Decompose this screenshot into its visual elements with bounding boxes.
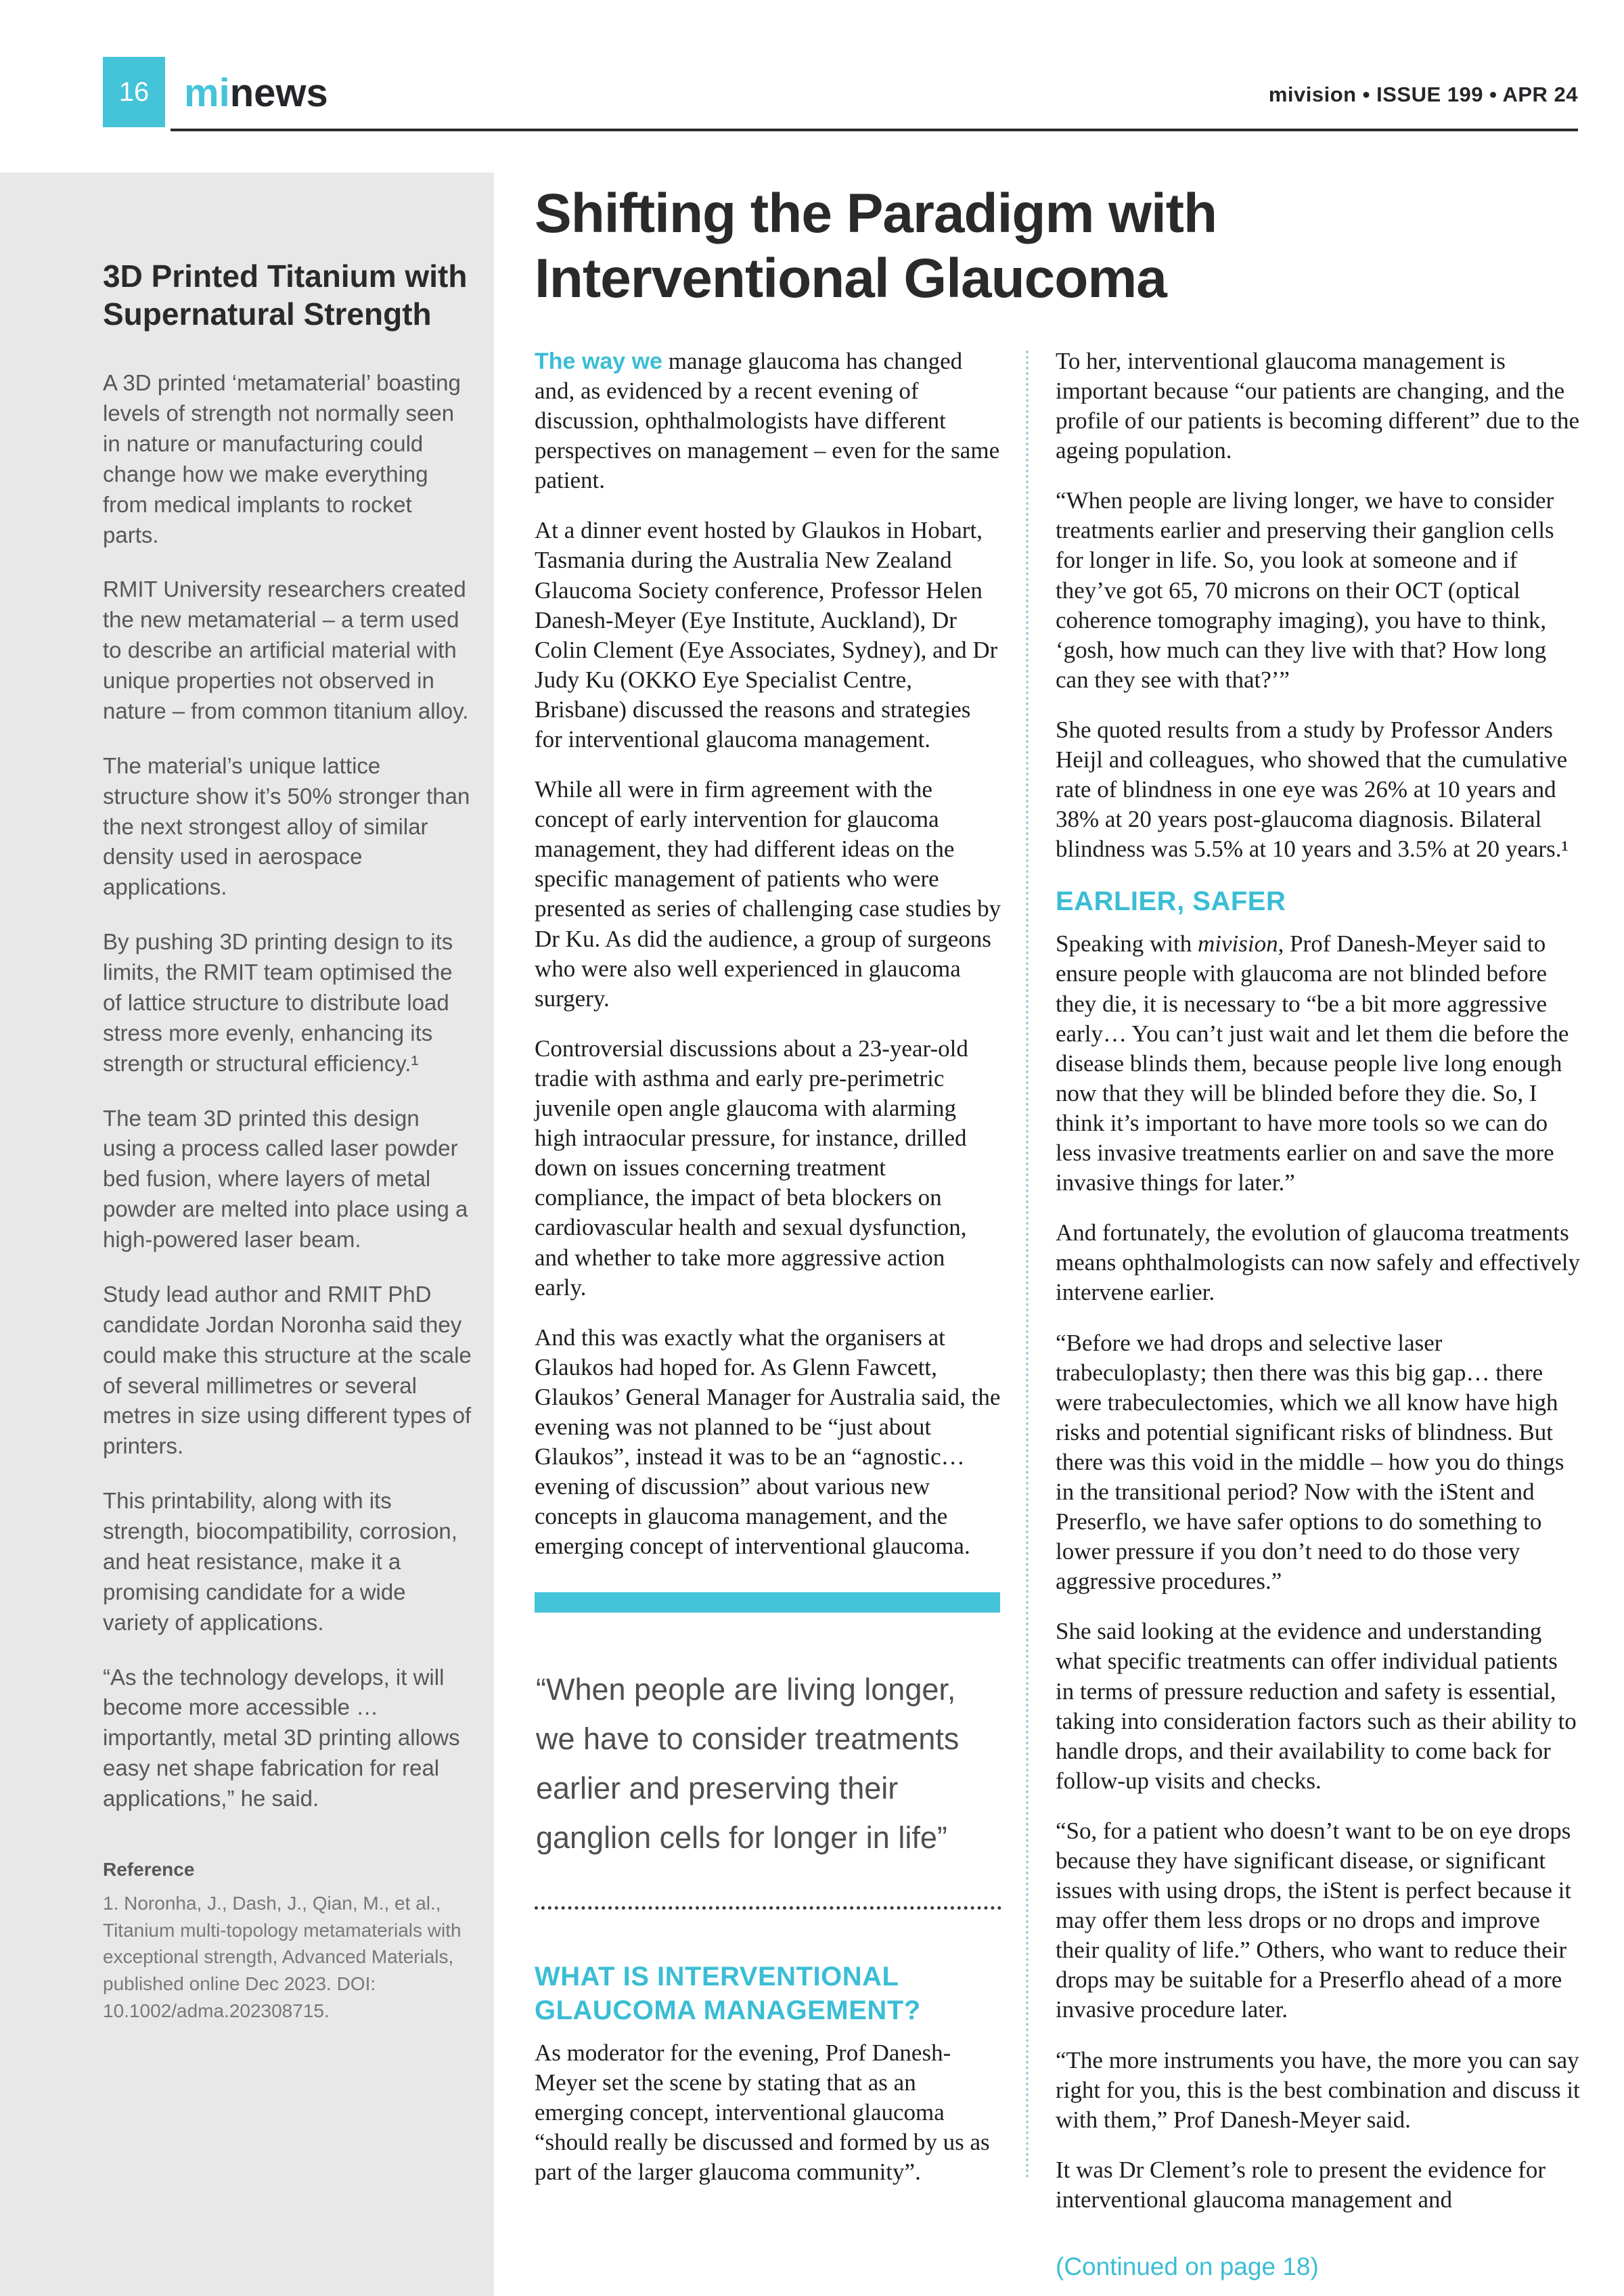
- dotted-divider: [535, 1906, 1001, 1910]
- header-rule: [171, 129, 1578, 131]
- article-column-2: [1056, 346, 1580, 2281]
- sidebar-paragraph: The material’s unique lattice structure show it’s 50% stronger than the next strongest alloy of similar density used in aerospace applications.: [103, 752, 470, 900]
- body-paragraph: “The more instruments you have, the more you can say right for you, this is the best combination and discuss it with them,” Prof Danesh-Meyer said.: [1056, 2046, 1580, 2133]
- minews-logo: [184, 70, 328, 116]
- body-paragraph: “Before we had drops and selective laser trabeculoplasty; then there was this big gap… there were trabeculectomies, which we all know have high risks and potential significant risks of blindness. But there was this void in the middle – how you do things in the transitional period? Now with the iStent and Preserflo, we have safer options to do something to lower pressure if you don’t need to do those very aggressive procedures.”: [1056, 1329, 1564, 1595]
- reference-text: 1. Noronha, J., Dash, J., Qian, M., et al., Titanium multi-topology metamaterials with exceptional strength, Advanced Materials, published online Dec 2023. DOI: 10.1002/adma.202308715.: [103, 1892, 461, 2021]
- paragraph-text: Speaking with: [1056, 930, 1198, 958]
- article-title: [535, 181, 1580, 311]
- page-number-badge: [103, 57, 165, 127]
- body-paragraph: At a dinner event hosted by Glaukos in Hobart, Tasmania during the Australia New Zealand Glaucoma Society conference, Professor Helen Danesh-Meyer (Eye Institute, Auckland), Dr Colin Clement (Eye Associates, Sydney), and Dr Judy Ku (OKKO Eye Specialist Centre, Brisbane) discussed the reasons and strategies for interventional glaucoma management.: [535, 517, 998, 752]
- sidebar-article: [0, 173, 494, 2296]
- body-paragraph: While all were in firm agreement with the concept of early intervention for glaucoma management, they had different ideas on the specific management of patients who were presented as series of challenging case studies by Dr Ku. As did the audience, a group of surgeons who were also well experienced in glaucoma surgery.: [535, 776, 1001, 1012]
- body-paragraph: She said looking at the evidence and understanding what specific treatments can offer individual patients in terms of pressure reduction and safety is essential, taking into consideration factors such as their ability to handle drops, and their availability to come back for follow-up visits and checks.: [1056, 1618, 1577, 1794]
- body-paragraph: [535, 346, 1001, 495]
- article-column-1: [535, 346, 1001, 2281]
- column-divider: [1026, 351, 1029, 2180]
- issue-line: mivision • ISSUE 199 • APR 24: [1268, 83, 1578, 106]
- paragraph-text: manage glaucoma has changed and, as evidenced by a recent evening of discussion, ophthalmologists have different perspectives on management – even for the same patient.: [535, 347, 1000, 494]
- body-paragraph: She quoted results from a study by Professor Anders Heijl and colleagues, who showed that the cumulative rate of blindness in one eye was 26% at 10 years and 38% at 20 years post-glaucoma diagnosis. Bilateral blindness was 5.5% at 10 years and 3.5% at 20 years.¹: [1056, 716, 1569, 863]
- sidebar-paragraph: A 3D printed ‘metamaterial’ boasting levels of strength not normally seen in nature or manufacturing could change how we make everything from medical implants to rocket parts.: [103, 370, 461, 547]
- sidebar-paragraph: “As the technology develops, it will become more accessible … importantly, metal 3D printing allows easy net shape fabrication for real applications,” he said.: [103, 1664, 460, 1811]
- publication-name: mivision: [1197, 930, 1278, 958]
- logo-news: news: [229, 71, 328, 115]
- body-paragraph: To her, interventional glaucoma management is important because “our patients are changing, and the profile of our patients is becoming different” due to the ageing population.: [1056, 347, 1579, 464]
- pull-quote-bar: [535, 1592, 1000, 1613]
- body-paragraph: It was Dr Clement’s role to present the evidence for interventional glaucoma management and: [1056, 2156, 1546, 2213]
- continued-note: (Continued on page 18): [1056, 2253, 1319, 2281]
- sidebar-paragraph: RMIT University researchers created the new metamaterial – a term used to describe an artificial material with unique properties not observed in nature – from common titanium alloy.: [103, 577, 469, 723]
- article-title-line2: Interventional Glaucoma: [535, 247, 1167, 309]
- main-article: [535, 181, 1580, 2281]
- article-title-line1: Shifting the Paradigm with: [535, 183, 1217, 244]
- reference-heading: Reference: [103, 1858, 195, 1880]
- logo-mi: mi: [184, 71, 230, 115]
- body-paragraph: [1056, 929, 1580, 1198]
- body-paragraph: As moderator for the evening, Prof Danesh-Meyer set the scene by stating that as an emerging concept, interventional glaucoma “should really be discussed and formed by us as part of the larger glaucoma community”.: [535, 2040, 990, 2186]
- page-number: 16: [118, 76, 150, 107]
- section-heading: WHAT IS INTERVENTIONAL GLAUCOMA MANAGEMENT?: [535, 1962, 921, 2025]
- section-heading: EARLIER, SAFER: [1056, 886, 1286, 917]
- lead-in-text: The way we: [535, 348, 662, 374]
- sidebar-paragraph: The team 3D printed this design using a process called laser powder bed fusion, where layers of metal powder are melted into place using a high-powered laser beam.: [103, 1105, 468, 1253]
- paragraph-text: , Prof Danesh-Meyer said to ensure people with glaucoma are not blinded before they die, it is necessary to “be a bit more aggressive early… You can’t just wait and let them die before the disease blinds them, because people live long enough now that they will be blinded before they die. So, I think it’s important to have more tools so we can do less invasive treatments earlier on and save the more invasive things for later.”: [1056, 930, 1569, 1196]
- sidebar-title: 3D Printed Titanium with Supernatural Strength: [103, 258, 468, 332]
- body-paragraph: And fortunately, the evolution of glaucoma treatments means ophthalmologists can now safely and effectively intervene earlier.: [1056, 1219, 1580, 1306]
- body-paragraph: “So, for a patient who doesn’t want to be on eye drops because they have significant disease, or significant issues with using drops, the iStent is perfect because it may offer them less drops or no drops and improve their quality of life.” Others, who want to reduce their drops may be suitable for a Preserflo ahead of a more invasive procedure later.: [1056, 1817, 1572, 2023]
- body-paragraph: Controversial discussions about a 23-year-old tradie with asthma and early pre-perimetric juvenile open angle glaucoma with alarming high intraocular pressure, for instance, drilled down on issues concerning treatment compliance, the impact of beta blockers on cardiovascular health and sexual dysfunction, and whether to take more aggressive action early.: [535, 1035, 968, 1301]
- sidebar-paragraph: This printability, along with its strength, biocompatibility, corrosion, and heat resistance, make it a promising candidate for a wide variety of applications.: [103, 1488, 457, 1635]
- pull-quote: “When people are living longer, we have to consider treatments earlier and preserving their ganglion cells for longer in life”: [536, 1672, 960, 1855]
- sidebar-paragraph: By pushing 3D printing design to its limits, the RMIT team optimised the of lattice structure to distribute load stress more evenly, enhancing its strength or structural efficiency.¹: [103, 929, 453, 1076]
- body-paragraph: And this was exactly what the organisers at Glaukos had hoped for. As Glenn Fawcett, Glaukos’ General Manager for Australia said, the evening was not planned to be “just about Glaukos”, instead it was to be an “agnostic… evening of discussion” about various new concepts in glaucoma management, and the emerging concept of interventional glaucoma.: [535, 1324, 1001, 1560]
- article-columns: [535, 346, 1580, 2281]
- body-paragraph: “When people are living longer, we have to consider treatments earlier and preserving their ganglion cells for longer in life. So, you look at someone and if they’ve got 65, 70 microns on their OCT (optical coherence tomography imaging), you have to think, ‘gosh, how much can they live with that? How long can they see with that?’”: [1056, 487, 1554, 693]
- sidebar-paragraph: Study lead author and RMIT PhD candidate Jordan Noronha said they could make this structure at the scale of several millimetres or several metres in size using different types of printers.: [103, 1281, 472, 1459]
